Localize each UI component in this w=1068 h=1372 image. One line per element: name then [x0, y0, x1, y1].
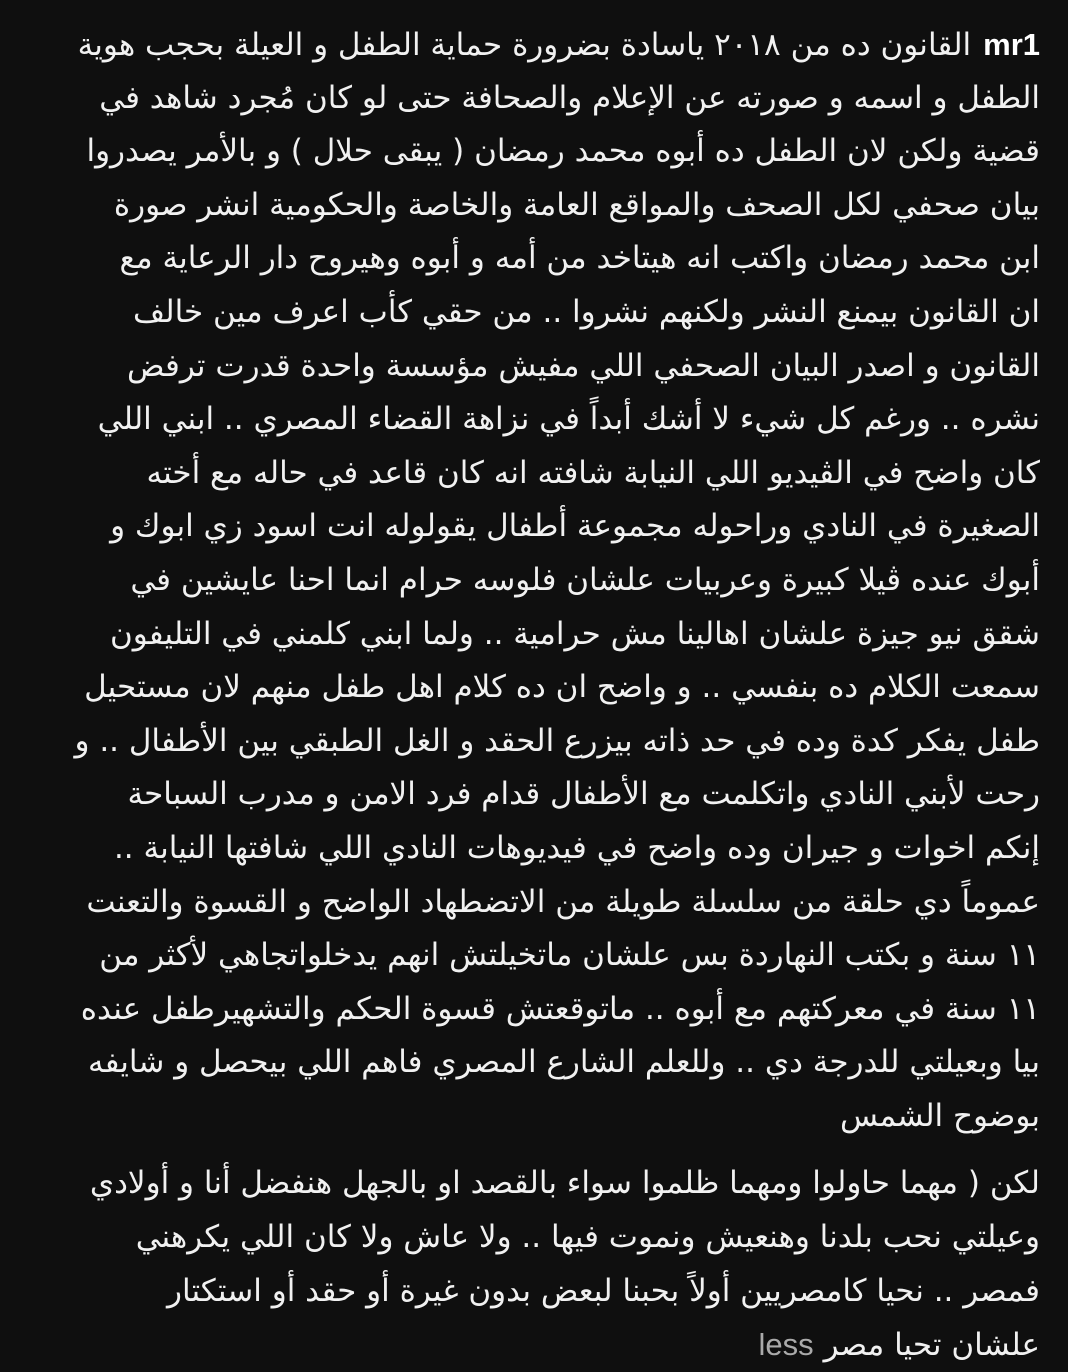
comment-line: كان واضح في الڤيديو اللي النيابة شافته انه كان قاعد في حاله مع أخته [146, 454, 1040, 491]
comment-line: ابن محمد رمضان واكتب انه هيتاخد من أمه و أبوه وهيروح دار الرعاية مع [119, 240, 1040, 277]
comment-line: قضية ولكن لان الطفل ده أبوه محمد رمضان ( يبقى حلال ) و بالأمر يصدروا [86, 133, 1040, 170]
comment-text: علشان تحيا مصر [823, 1327, 1040, 1364]
paragraph-gap [32, 1143, 1040, 1157]
comment-line: القانون و اصدر البيان الصحفي اللي مفيش مؤسسة واحدة قدرت ترفض [127, 347, 1040, 384]
comment-line: ان القانون بيمنع النشر ولكنهم نشروا .. من حقي كأب اعرف مين خالف [133, 293, 1040, 330]
comment-line: أبوك عنده ڤيلا كبيرة وعربيات علشان فلوسه حرام انما احنا عايشين في [130, 561, 1040, 598]
comment-line: الصغيرة في النادي وراحوله مجموعة أطفال يقولوله انت اسود زي ابوك و [110, 508, 1040, 545]
comment-line: بوضوح الشمس [839, 1097, 1040, 1134]
comment-line: الطفل و اسمه و صورته عن الإعلام والصحافة حتى لو كان مُجرد شاهد في [99, 79, 1040, 116]
comment-line: ١١ سنة و بكتب النهاردة بس علشان ماتخيلتش انهم يدخلواتجاهي لأكثر من [99, 937, 1040, 974]
comment-text: القانون ده من ٢٠١٨ ياسادة بضرورة حماية الطفل و العيلة بحجب هوية [77, 27, 972, 63]
comment-line: لكن ( مهما حاولوا ومهما ظلموا سواء بالقصد او بالجهل هنفضل أنا و أولادي [89, 1165, 1040, 1202]
comment-line: بيا وبعيلتي للدرجة دي .. وللعلم الشارع المصري فاهم اللي بيحصل و شايفه [87, 1044, 1040, 1081]
comment-line: نشره .. ورغم كل شيء لا أشك أبداً في نزاهة القضاء المصري .. ابني اللي [97, 401, 1040, 438]
comment-line: رحت لأبني النادي واتكلمت مع الأطفال قدام فرد الامن و مدرب السباحة [127, 776, 1040, 813]
comment-line: طفل يفكر كدة وده في حد ذاته بيزرع الحقد و الغل الطبقي بين الأطفال .. و [74, 722, 1040, 759]
show-less-button[interactable]: less [758, 1327, 814, 1363]
comment-line: فمصر .. نحيا كامصريين أولاً بحبنا لبعض بدون غيرة أو حقد أو استكتار [167, 1272, 1040, 1309]
comment-line: إنكم اخوات و جيران وده واضح في فيديوهات النادي اللي شافتها النيابة .. [113, 829, 1040, 866]
comment-line [32, 18, 1040, 72]
comment-line: ١١ سنة في معركتهم مع أبوه .. ماتوقعتش قسوة الحكم والتشهيرطفل عنده [80, 990, 1040, 1027]
comment-line: وعيلتي نحب بلدنا وهنعيش ونموت فيها .. ولا عاش ولا كان اللي يكرهني [135, 1219, 1040, 1256]
comment-line: عموماً دي حلقة من سلسلة طويلة من الاتضطهاد الواضح و القسوة والتعنت [86, 883, 1040, 920]
comment-line: بيان صحفي لكل الصحف والمواقع العامة والخاصة والحكومية انشر صورة [113, 186, 1040, 223]
comment-line: سمعت الكلام ده بنفسي .. و واضح ان ده كلام اهل طفل منهم لان مستحيل [84, 669, 1040, 706]
comment-line [32, 1318, 1040, 1372]
comment-line: شقق نيو جيزة علشان اهالينا مش حرامية .. ولما ابني كلمني في التليفون [109, 615, 1040, 652]
comment-author[interactable]: mr1 [983, 27, 1040, 62]
